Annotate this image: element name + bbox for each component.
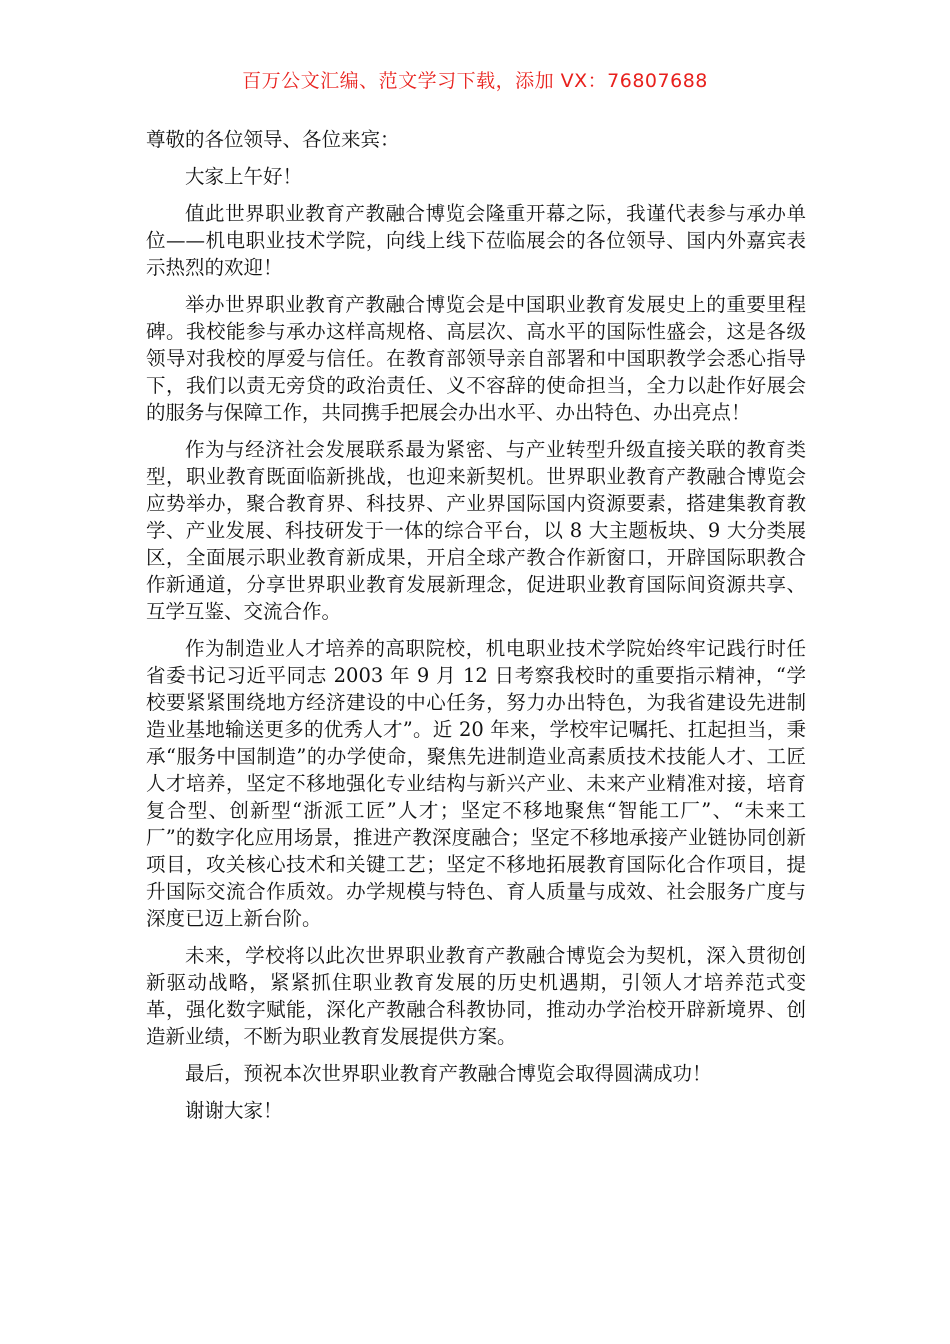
welcome-paragraph: 值此世界职业教育产教融合博览会隆重开幕之际，我谨代表参与承办单位——机电职业技术学院，向线上线下莅临展会的各位领导、国内外嘉宾表示热烈的欢迎！: [146, 202, 806, 279]
salutation: 尊敬的各位领导、各位来宾：: [146, 128, 400, 151]
promo-header-banner: 百万公文汇编、范文学习下载，添加 VX：76807688: [242, 70, 708, 92]
future-paragraph: 未来，学校将以此次世界职业教育产教融合博览会为契机，深入贯彻创新驱动战略，紧紧抓住职业教育发展的历史机遇期，引领人才培养范式变革，强化数字赋能，深化产教融合科教协同，推动办学治校开辟新境界、创造新业绩，不断为职业教育发展提供方案。: [146, 944, 806, 1048]
milestone-paragraph: 举办世界职业教育产教融合博览会是中国职业教育发展史上的重要里程碑。我校能参与承办这样高规格、高层次、高水平的国际性盛会，这是各级领导对我校的厚爱与信任。在教育部领导亲自部署和中国职教学会悉心指导下，我们以责无旁贷的政治责任、义不容辞的使命担当，全力以赴作好展会的服务与保障工作，共同携手把展会办出水平、办出特色、办出亮点！: [146, 293, 806, 424]
speech-body: [146, 126, 806, 1134]
closing-wish-paragraph: 最后，预祝本次世界职业教育产教融合博览会取得圆满成功！: [185, 1062, 712, 1085]
greeting-paragraph: 大家上午好！: [185, 165, 303, 188]
thanks-paragraph: 谢谢大家！: [185, 1099, 283, 1122]
expo-overview-paragraph: 作为与经济社会发展联系最为紧密、与产业转型升级直接关联的教育类型，职业教育既面临新挑战，也迎来新契机。世界职业教育产教融合博览会应势举办，聚合教育界、科技界、产业界国际国内资源要素，搭建集教育教学、产业发展、科技研发于一体的综合平台，以 8 大主题板块、9 大分类展区，全面展示职业教育新成果，开启全球产教合作新窗口，开辟国际职教合作新通道，分享世界职业教育发展新理念，促进职业教育国际间资源共享、互学互鉴、交流合作。: [146, 438, 806, 623]
college-achievements-paragraph: 作为制造业人才培养的高职院校，机电职业技术学院始终牢记践行时任省委书记习近平同志 2003 年 9 月 12 日考察我校时的重要指示精神，“学校要紧紧围绕地方经济建设的中心任务，努力办出特色，为我省建设先进制造业基地输送更多的优秀人才”。近 20 年来，学校牢记嘱托、扛起担当，秉承“服务中国制造”的办学使命，聚焦先进制造业高素质技术技能人才、工匠人才培养，坚定不移地强化专业结构与新兴产业、未来产业精准对接，培育复合型、创新型“浙派工匠”人才；坚定不移地聚焦“智能工厂”、“未来工厂”的数字化应用场景，推进产教深度融合；坚定不移地承接产业链协同创新项目，攻关核心技术和关键工艺；坚定不移地拓展教育国际化合作项目，提升国际交流合作质效。办学规模与特色、育人质量与成效、社会服务广度与深度已迈上新台阶。: [146, 637, 806, 930]
